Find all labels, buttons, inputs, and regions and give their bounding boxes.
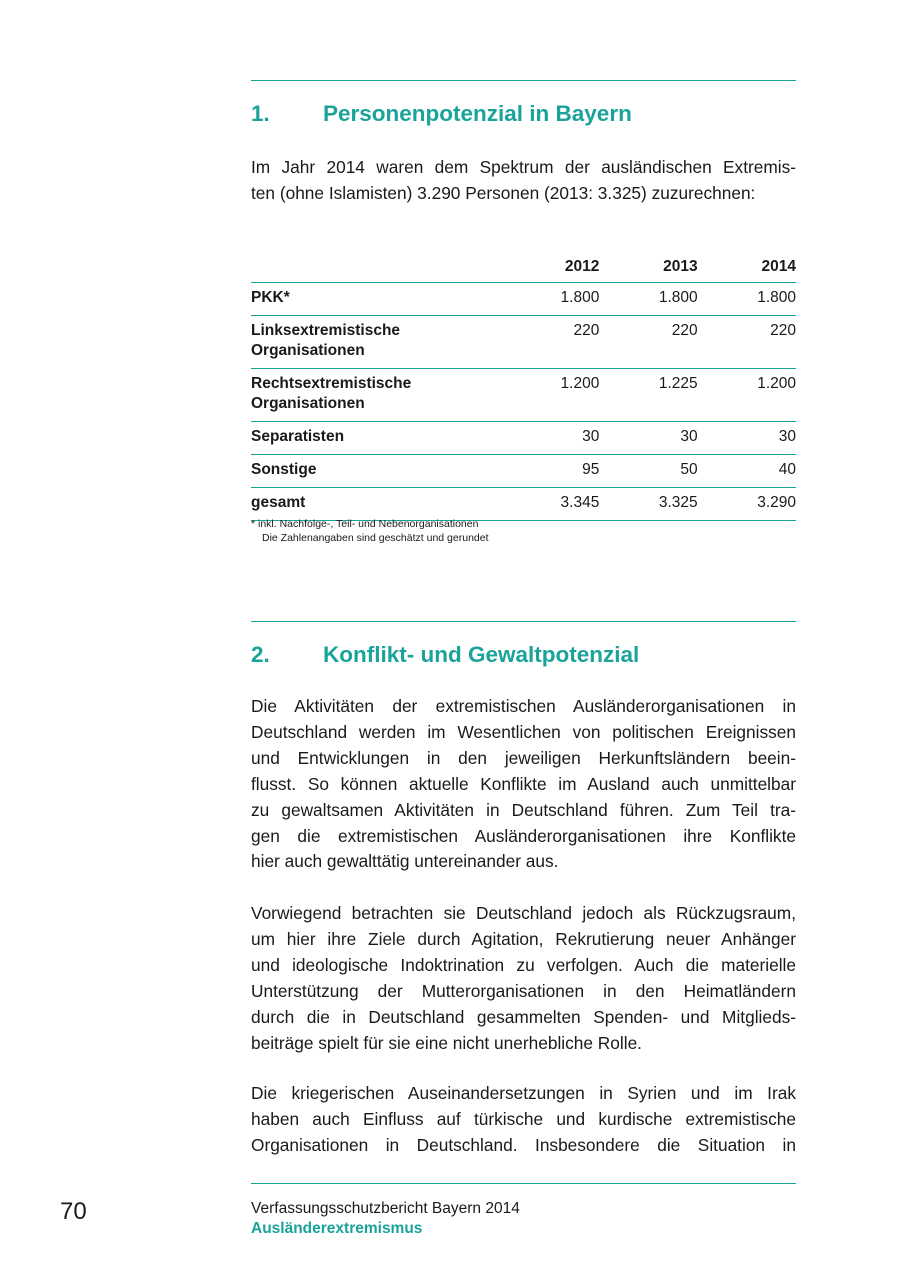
paragraph-line: Vorwiegend betrachten sie Deutschland jedoch als Rückzugsraum, bbox=[251, 903, 796, 923]
cell-value: 1.200 bbox=[698, 369, 796, 422]
cell-value: 1.800 bbox=[599, 283, 697, 316]
cell-value: 1.800 bbox=[698, 283, 796, 316]
cell-value: 1.225 bbox=[599, 369, 697, 422]
table-row bbox=[251, 488, 796, 521]
section2-heading bbox=[251, 642, 796, 668]
cell-value: 3.290 bbox=[698, 488, 796, 521]
section1-number: 1. bbox=[251, 101, 270, 126]
footnote-line: Die Zahlenangaben sind geschätzt und gerundet bbox=[262, 532, 489, 544]
column-header-2013: 2013 bbox=[599, 252, 697, 283]
row-label: PKK* bbox=[251, 283, 501, 316]
person-potential-table bbox=[251, 252, 796, 521]
section1-intro bbox=[251, 155, 796, 207]
table-footnote bbox=[251, 517, 489, 545]
table-row bbox=[251, 283, 796, 316]
paragraph-line: Organisationen in Deutschland. Insbesondere die Situation in bbox=[251, 1134, 796, 1155]
paragraph-line: um hier ihre Ziele durch Agitation, Rekrutierung neuer Anhänger bbox=[251, 928, 796, 949]
table-row bbox=[251, 422, 796, 455]
section2-number: 2. bbox=[251, 642, 270, 667]
page-number: 70 bbox=[60, 1198, 87, 1225]
footer-section-name: Ausländerextremismus bbox=[251, 1220, 423, 1237]
cell-value: 220 bbox=[698, 316, 796, 369]
cell-value: 30 bbox=[698, 422, 796, 455]
footer-title: Verfassungsschutzbericht Bayern 2014 bbox=[251, 1200, 520, 1217]
paragraph-line: und ideologische Indoktrination zu verfolgen. Auch die materielle bbox=[251, 954, 796, 975]
cell-value: 30 bbox=[501, 422, 599, 455]
section2-paragraph-2 bbox=[251, 901, 796, 1056]
footer-rule bbox=[251, 1183, 796, 1184]
paragraph-line: durch die in Deutschland gesammelten Spenden- und Mitglieds- bbox=[251, 1006, 796, 1027]
paragraph-line: Die kriegerischen Auseinandersetzungen in Syrien und im Irak bbox=[251, 1083, 796, 1103]
column-header-2014: 2014 bbox=[698, 252, 796, 283]
cell-value: 220 bbox=[501, 316, 599, 369]
paragraph-line: gen die extremistischen Ausländerorganisationen ihre Konflikte bbox=[251, 825, 796, 846]
paragraph-line: haben auch Einfluss auf türkische und kurdische extremistische bbox=[251, 1108, 796, 1129]
paragraph-line: Die Aktivitäten der extremistischen Ausländerorganisationen in bbox=[251, 696, 796, 716]
paragraph-line: Im Jahr 2014 waren dem Spektrum der ausländischen Extremis- bbox=[251, 157, 796, 177]
row-label: Separatisten bbox=[251, 422, 501, 455]
table-row bbox=[251, 455, 796, 488]
table-row bbox=[251, 369, 796, 422]
cell-value: 50 bbox=[599, 455, 697, 488]
table-row bbox=[251, 316, 796, 369]
row-label: Linksextremistische Organisationen bbox=[251, 316, 501, 369]
column-header-2012: 2012 bbox=[501, 252, 599, 283]
section2-title: Konflikt- und Gewaltpotenzial bbox=[323, 642, 640, 667]
section2-paragraph-3 bbox=[251, 1081, 796, 1159]
table-header-row bbox=[251, 252, 796, 283]
paragraph-line: hier auch gewalttätig untereinander aus. bbox=[251, 851, 559, 872]
paragraph-line: zu gewaltsamen Aktivitäten in Deutschland führen. Zum Teil tra- bbox=[251, 799, 796, 820]
row-label: Rechtsextremistische Organisationen bbox=[251, 369, 501, 422]
section1-top-rule bbox=[251, 80, 796, 81]
paragraph-line: beiträge spielt für sie eine nicht unerhebliche Rolle. bbox=[251, 1032, 642, 1053]
cell-value: 40 bbox=[698, 455, 796, 488]
paragraph-line: ten (ohne Islamisten) 3.290 Personen (2013: 3.325) zuzurechnen: bbox=[251, 182, 756, 203]
cell-value: 3.325 bbox=[599, 488, 697, 521]
paragraph-line: Unterstützung der Mutterorganisationen in den Heimatländern bbox=[251, 980, 796, 1001]
cell-value: 30 bbox=[599, 422, 697, 455]
paragraph-line: flusst. So können aktuelle Konflikte im Ausland auch unmittelbar bbox=[251, 773, 796, 794]
row-label: Sonstige bbox=[251, 455, 501, 488]
section2-paragraph-1 bbox=[251, 694, 796, 875]
cell-value: 1.200 bbox=[501, 369, 599, 422]
footnote-line: * inkl. Nachfolge-, Teil- und Nebenorganisationen bbox=[251, 518, 479, 530]
cell-value: 1.800 bbox=[501, 283, 599, 316]
table-header-empty bbox=[251, 252, 501, 283]
section1-title: Personenpotenzial in Bayern bbox=[323, 101, 632, 126]
cell-value: 95 bbox=[501, 455, 599, 488]
section1-heading bbox=[251, 101, 796, 127]
paragraph-line: Deutschland werden im Wesentlichen von politischen Ereignissen bbox=[251, 721, 796, 742]
section2-top-rule bbox=[251, 621, 796, 622]
cell-value: 3.345 bbox=[501, 488, 599, 521]
row-label: gesamt bbox=[251, 488, 501, 521]
cell-value: 220 bbox=[599, 316, 697, 369]
paragraph-line: und Entwicklungen in den jeweiligen Herkunftsländern beein- bbox=[251, 747, 796, 768]
